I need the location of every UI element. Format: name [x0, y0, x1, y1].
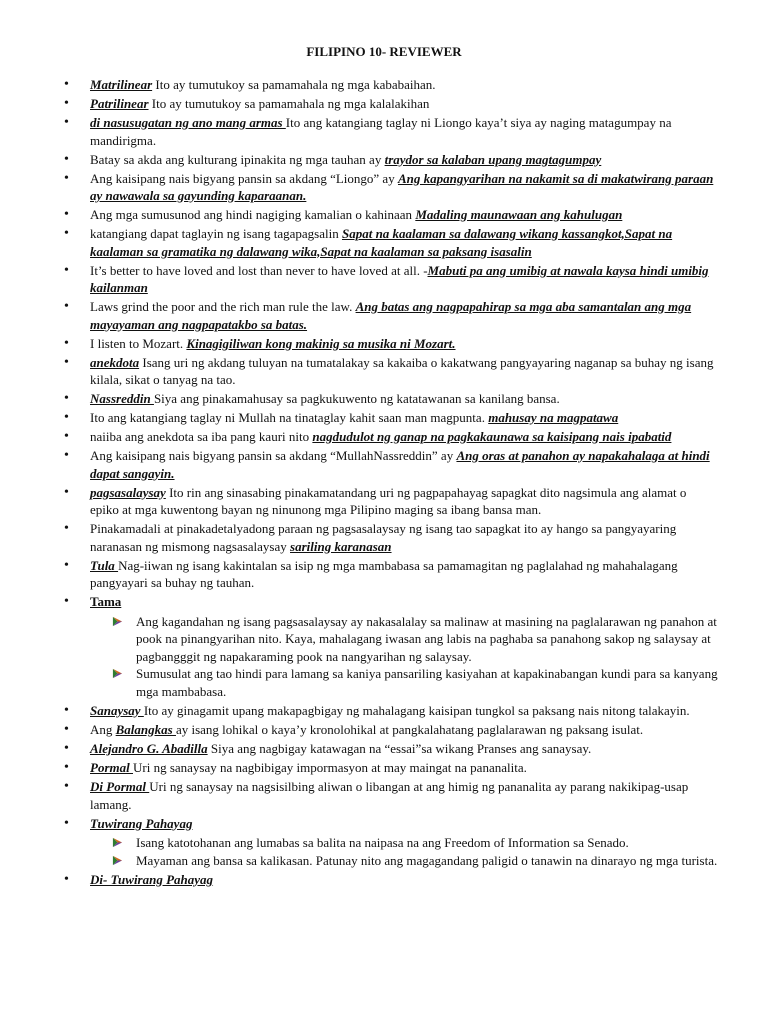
- item-term: Sanaysay: [90, 703, 144, 718]
- item-text: Nag-iiwan ng isang kakintalan sa isip ng mga mambabasa sa pamamagitan ng paglalahad ng mahahalagang pangyayari sa buhay ng tauhan.: [90, 557, 678, 590]
- item-term: Di- Tuwirang Pahayag: [90, 872, 214, 887]
- item-text: Uri ng sanaysay na nagsisilbing aliwan o libangan at ang himig ng pananalita ay parang nakikipag-usap lamang.: [90, 779, 689, 812]
- item-term: Tama: [90, 594, 122, 609]
- list-item: [0, 95, 768, 113]
- list-item: [0, 114, 768, 149]
- bullet-icon: •: [64, 872, 69, 887]
- bullet-icon: •: [64, 391, 69, 406]
- bullet-icon: •: [64, 170, 69, 186]
- list-item: [0, 335, 768, 353]
- item-term: Nassreddin: [90, 391, 154, 406]
- sub-list-item: [90, 852, 718, 870]
- item-answer: mahusay na magpatawa: [488, 410, 619, 425]
- bullet-icon: •: [64, 207, 69, 222]
- bullet-icon: •: [64, 335, 69, 351]
- item-answer: Sapat na kaalaman sa dalawang wikang kassangkot,Sapat na kaalaman sa gramatika ng dalawang wika,Sapat na kaalaman sa paksang isasalin: [90, 226, 673, 259]
- sub-item-text: Isang katotohanan ang lumabas sa balita na naipasa na ang Freedom of Information sa Senado.: [136, 835, 629, 850]
- item-text: It’s better to have loved and lost than never to have loved at all. -: [90, 262, 428, 278]
- list-item: [0, 390, 768, 408]
- item-text: Ang kaisipang nais bigyang pansin sa akdang “Liongo” ay: [90, 170, 398, 186]
- item-answer: Madaling maunawaan ang kahulugan: [415, 207, 623, 222]
- list-item: [0, 557, 768, 592]
- list-item: [0, 170, 768, 205]
- bullet-icon: •: [64, 410, 69, 425]
- item-term: Alejandro G. Abadilla: [90, 741, 208, 756]
- arrow-bullet-icon: [112, 668, 123, 679]
- bullet-icon: •: [64, 429, 69, 444]
- item-term: Patrilinear: [90, 96, 149, 111]
- item-text: Ito ay ginagamit upang makapagbigay ng mahalagang kaisipan tungkol sa paksang nais nitong talakayin.: [143, 703, 690, 718]
- bullet-icon: •: [64, 557, 69, 573]
- bullet-icon: •: [64, 594, 69, 609]
- list-item: [0, 76, 768, 94]
- item-text: Pinakamadali at pinakadetalyadong paraan ng pagsasalaysay ng isang tao sapagkat ito ay hango sa pangyayaring naranasan ng mismong nagsasalaysay: [90, 521, 677, 554]
- sub-item-text: Sumusulat ang tao hindi para lamang sa kaniya pansariling kasiyahan at kapakinabangan kundi para sa kanyang mga mambabasa.: [136, 666, 718, 699]
- item-term: Pormal: [90, 760, 133, 775]
- item-text: Ang mga sumusunod ang hindi nagiging kamalian o kahinaan: [90, 207, 416, 222]
- sub-list-item: [90, 665, 718, 700]
- item-text: Ito ang katangiang taglay ni Liongo kaya’t siya ay naging matagumpay na mandirigma.: [90, 115, 672, 148]
- list-item: [0, 225, 768, 260]
- bullet-icon: •: [64, 77, 69, 92]
- item-answer: Ang batas ang nagpapahirap sa mga aba samantalan ang mga mayayaman ang nagpapatakbo sa batas.: [90, 299, 692, 332]
- item-term: Tuwirang Pahayag: [90, 815, 193, 831]
- item-answer: traydor sa kalaban upang magtagumpay: [384, 151, 602, 167]
- item-answer: sariling karanasan: [290, 538, 392, 554]
- sub-item-text: Mayaman ang bansa sa kalikasan. Patunay nito ang magagandang paligid o tanawin na dinarayo ng mga turista.: [136, 852, 718, 868]
- item-term: pagsasalaysay: [90, 484, 166, 500]
- item-text: katangiang dapat taglayin ng isang tagapagsalin: [90, 226, 342, 241]
- bullet-icon: •: [64, 354, 69, 370]
- page-title: FILIPINO 10- REVIEWER: [306, 44, 462, 59]
- item-text: Ito ay tumutukoy sa pamamahala ng mga kababaihan.: [152, 77, 436, 92]
- item-answer: Ang oras at panahon ay napakahalaga at hindi dapat sangayin.: [90, 448, 710, 481]
- item-term: anekdota: [90, 354, 140, 370]
- item-text: naiiba ang anekdota sa iba pang kauri nito: [90, 429, 313, 444]
- item-term: Di Pormal: [90, 779, 150, 794]
- bullet-icon: •: [64, 741, 69, 756]
- bullet-icon: •: [64, 96, 69, 111]
- item-text: ay isang lohikal o kaya’y kronolohikal at pangkalahatang paglalarawan ng paksang isulat.: [175, 722, 644, 737]
- item-answer: Ang kapangyarihan na nakamit sa di makatwirang paraan ay nawawala sa gayunding kaparaanan.: [90, 170, 714, 203]
- list-item: [0, 484, 768, 519]
- arrow-bullet-icon: [112, 616, 123, 627]
- list-item: [0, 702, 768, 720]
- bullet-icon: •: [64, 521, 69, 536]
- sub-list-item: [90, 613, 718, 666]
- item-text: Uri ng sanaysay na nagbibigay impormasyon at may maingat na pananalita.: [132, 760, 527, 775]
- bullet-icon: •: [64, 448, 69, 463]
- bullet-icon: •: [64, 262, 69, 278]
- item-answer: Mabuti pa ang umibig at nawala kaysa hindi umibig kailanman: [90, 262, 709, 295]
- item-text: Laws grind the poor and the rich man rule the law.: [90, 299, 356, 314]
- arrow-bullet-icon: [112, 837, 123, 848]
- bullet-icon: •: [64, 815, 69, 831]
- bullet-icon: •: [64, 779, 69, 794]
- list-item: [0, 206, 768, 224]
- sub-list: [90, 613, 718, 701]
- bullet-icon: •: [64, 115, 69, 130]
- item-text: Siya ang nagbigay katawagan na “essai”sa wikang Pranses ang sanaysay.: [207, 741, 592, 756]
- item-text: I listen to Mozart.: [90, 335, 187, 351]
- bullet-icon: •: [64, 722, 69, 737]
- list-item: [0, 740, 768, 758]
- bullet-icon: •: [64, 703, 69, 718]
- list-item: [0, 721, 768, 739]
- item-text: Siya ang pinakamahusay sa pagkukuwento ng katatawanan sa kanilang bansa.: [153, 391, 560, 406]
- list-item: [0, 593, 768, 700]
- list-item: [0, 354, 768, 389]
- bullet-icon: •: [64, 299, 69, 314]
- bullet-icon: •: [64, 151, 69, 167]
- list-item: [0, 409, 768, 427]
- item-text: Ang kaisipang nais bigyang pansin sa akdang “MullahNassreddin” ay: [90, 448, 457, 463]
- item-text: Ito ay tumutukoy sa pamamahala ng mga kalalakihan: [148, 96, 430, 111]
- item-term: Matrilinear: [90, 77, 153, 92]
- item-term: Balangkas: [115, 722, 176, 737]
- item-answer: Kinagigiliwan kong makinig sa musika ni Mozart.: [186, 335, 456, 351]
- sub-list: [90, 834, 718, 869]
- list-item: [0, 262, 768, 297]
- item-term: di nasusugatan ng ano mang armas: [90, 115, 286, 130]
- list-item: [0, 151, 768, 169]
- list-item: [0, 815, 768, 870]
- list-item: [0, 871, 768, 889]
- list-item: [0, 298, 768, 333]
- bullet-icon: •: [64, 484, 69, 500]
- item-answer: nagdudulot ng ganap na pagkakaunawa sa kaisipang nais ipabatid: [312, 429, 672, 444]
- list-item: [0, 447, 768, 482]
- list-item: [0, 428, 768, 446]
- item-text: Batay sa akda ang kulturang ipinakita ng mga tauhan ay: [90, 151, 385, 167]
- arrow-bullet-icon: [112, 855, 123, 866]
- item-text: Isang uri ng akdang tuluyan na tumatalakay sa kakaiba o kakatwang pangyayaring naganap sa buhay ng isang kilala, sikat o tanyag na tao.: [90, 354, 714, 387]
- reviewer-list: [0, 76, 768, 890]
- bullet-icon: •: [64, 226, 69, 241]
- list-item: [0, 520, 768, 555]
- item-text: Ito ang katangiang taglay ni Mullah na tinataglay kahit saan man magpunta.: [90, 410, 489, 425]
- item-text: Ito rin ang sinasabing pinakamatandang uri ng pagpapahayag sapagkat dito nagsimula ang alamat o epiko at mga kuwentong bayan ng ninunong mga Pilipino maging sa ibang bansa man.: [90, 484, 687, 517]
- bullet-icon: •: [64, 760, 69, 775]
- item-term: Tula: [90, 557, 119, 573]
- list-item: [0, 778, 768, 813]
- sub-list-item: [90, 834, 718, 852]
- sub-item-text: Ang kagandahan ng isang pagsasalaysay ay nakasalalay sa malinaw at masining na paglalarawan ng panahon at pook na pinangyarihan nito. Kaya, mahalagang iwasan ang labis na paghaba sa panahong sakop ng salaysay at pagbangggit ng napakaraming pook na nangyarihan ng salaysay.: [136, 613, 717, 664]
- list-item: [0, 759, 768, 777]
- item-text: Ang: [90, 722, 116, 737]
